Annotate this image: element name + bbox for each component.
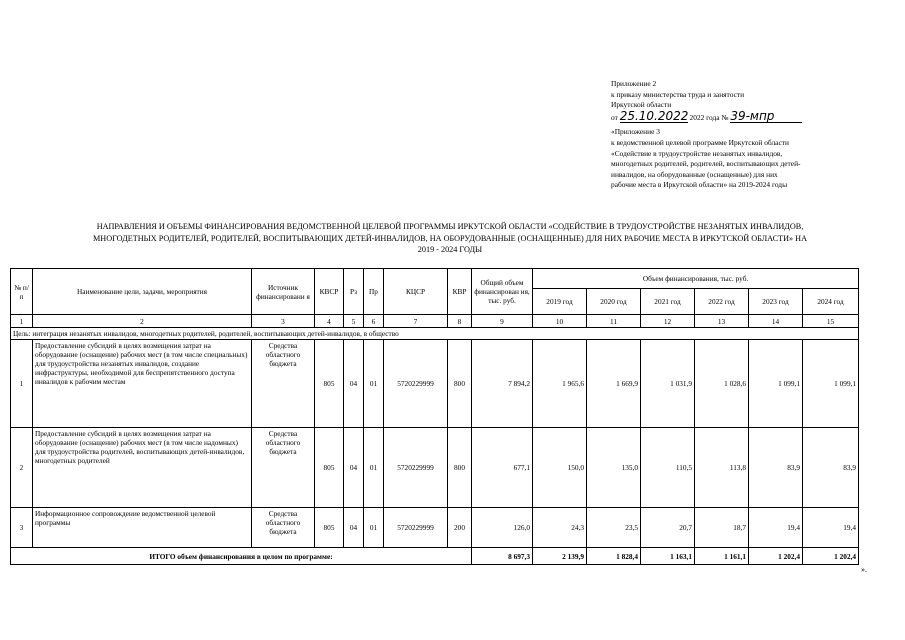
row-2022: 1 028,6 [695,340,749,428]
col-header-2023: 2023 год [749,289,803,315]
title-line3: 2019 - 2024 ГОДЫ [417,245,483,254]
col-number: 7 [384,315,448,328]
row-pr: 01 [364,508,384,548]
row-total: 677,1 [472,428,533,508]
col-number: 13 [695,315,749,328]
row-2023: 19,4 [749,508,803,548]
header-line3: Иркутской области [611,100,672,110]
row-source: Средства областного бюджета [252,340,315,428]
row-name: Информационное сопровождение ведомственной целевой программы [33,508,252,548]
header-date-line [611,108,901,124]
appendix-line4: многодетных родителей, родителей, воспитывающих детей- [611,159,801,169]
col-header-source: Источник финансировани я [252,269,315,315]
col-number: 3 [252,315,315,328]
col-number: 15 [803,315,859,328]
col-number: 6 [364,315,384,328]
appendix-line2: к ведомственной целевой программе Иркутской области [611,137,789,147]
table-row [11,508,859,548]
row-kvr: 800 [448,340,472,428]
row-pr: 01 [364,340,384,428]
row-2019: 150,0 [533,428,587,508]
row-2020: 1 669,9 [587,340,641,428]
row-2023: 1 099,1 [749,340,803,428]
row-2021: 1 031,9 [641,340,695,428]
row-kvsr: 805 [315,340,344,428]
date-mid: 2022 года № [689,112,729,122]
handwritten-number: 39-мпр [730,111,802,123]
row-source: Средства областного бюджета [252,508,315,548]
row-kvsr: 805 [315,508,344,548]
appendix-line3: «Содействие в трудоустройстве незанятых инвалидов, [611,148,783,158]
row-2024: 19,4 [803,508,859,548]
row-rz: 04 [344,340,364,428]
closing-quote-mark: ». [861,565,867,574]
row-num: 1 [11,340,33,428]
col-number: 11 [587,315,641,328]
appendix-line1: «Приложение 3 [611,127,660,137]
row-rz: 04 [344,428,364,508]
col-number: 14 [749,315,803,328]
appendix-line6: рабочие места в Иркутской области» на 2019-2024 годы [611,180,788,190]
row-name: Предоставление субсидий в целях возмещения затрат на оборудование (оснащение) рабочих мест (в том числе надомных) для трудоустройства родителей, воспитывающих детей-инвалидов, многодетных родителей [33,428,252,508]
handwritten-date: 25.10.2022 [619,108,689,123]
col-header-2022: 2022 год [695,289,749,315]
col-header-total: Общий объем финансирован ия, тыс. руб. [472,269,533,315]
row-pr: 01 [364,428,384,508]
row-2021: 20,7 [641,508,695,548]
col-header-pr: Пр [364,269,384,315]
total-row [11,548,859,565]
col-header-kvsr: КВСР [315,269,344,315]
row-2022: 18,7 [695,508,749,548]
total-2024: 1 202,4 [803,548,859,565]
col-header-kcsr: КЦСР [384,269,448,315]
col-header-num: № п/п [11,269,33,315]
row-2021: 110,5 [641,428,695,508]
row-rz: 04 [344,508,364,548]
header-line1: Приложение 2 [611,79,657,88]
title-line2: МНОГОДЕТНЫХ РОДИТЕЛЕЙ, РОДИТЕЛЕЙ, ВОСПИТЫВАЮЩИХ ДЕТЕЙ-ИНВАЛИДОВ, НА ОБОРУДОВАННЫЕ (ОСНАЩЕННЫЕ) ДЛЯ НИХ РАБОЧИЕ МЕСТА В ИРКУТСКОЙ ОБЛАСТИ» НА [93,233,807,243]
column-number-row [11,315,859,328]
col-header-2024: 2024 год [803,289,859,315]
col-header-2020: 2020 год [587,289,641,315]
header-line2: к приказу министерства труда и занятости [611,89,745,99]
row-total: 126,0 [472,508,533,548]
row-2020: 135,0 [587,428,641,508]
col-header-kvr: КВР [448,269,472,315]
date-prefix: от [611,112,618,122]
col-number: 1 [11,315,33,328]
row-2024: 1 099,1 [803,340,859,428]
row-kvsr: 805 [315,428,344,508]
row-kcsr: 5720229999 [384,340,448,428]
row-2019: 24,3 [533,508,587,548]
row-total: 7 894,2 [472,340,533,428]
row-2019: 1 965,6 [533,340,587,428]
total-2021: 1 163,1 [641,548,695,565]
row-2022: 113,8 [695,428,749,508]
col-header-volume: Объем финансирования, тыс. руб. [533,269,859,289]
col-number: 2 [33,315,252,328]
col-number: 9 [472,315,533,328]
row-kvr: 200 [448,508,472,548]
row-2020: 23,5 [587,508,641,548]
goal-row: Цель: интеграция незанятых инвалидов, многодетных родителей, родителей, воспитывающих детей-инвалидов, в общество [11,328,859,340]
row-source: Средства областного бюджета [252,428,315,508]
row-2023: 83,9 [749,428,803,508]
col-number: 4 [315,315,344,328]
row-num: 3 [11,508,33,548]
row-name: Предоставление субсидий в целях возмещения затрат на оборудование (оснащение) рабочих мест (в том числе специальных) для трудоустройства незанятых инвалидов, создание инфраструктуры, необходимой для беспрепятственного доступа инвалидов к рабочим местам [33,340,252,428]
total-2022: 1 161,1 [695,548,749,565]
col-header-2021: 2021 год [641,289,695,315]
total-label: ИТОГО объем финансирования в целом по программе: [11,548,472,565]
appendix-line5: инвалидов, на оборудованные (оснащенные) для них [611,169,778,179]
financing-table [10,268,859,565]
col-number: 12 [641,315,695,328]
row-2024: 83,9 [803,428,859,508]
row-kcsr: 5720229999 [384,428,448,508]
title-line1: НАПРАВЛЕНИЯ И ОБЪЕМЫ ФИНАНСИРОВАНИЯ ВЕДОМСТВЕННОЙ ЦЕЛЕВОЙ ПРОГРАММЫ ИРКУТСКОЙ ОБЛАСТИ «СОДЕЙСТВИЕ В ТРУДОУСТРОЙСТВЕ НЕЗАНЯТЫХ ИНВАЛИДОВ, [96,222,804,231]
col-number: 5 [344,315,364,328]
row-kcsr: 5720229999 [384,508,448,548]
order-header [611,79,901,191]
total-sum: 8 697,3 [472,548,533,565]
table-row [11,340,859,428]
col-header-name: Наименование цели, задачи, мероприятия [33,269,252,315]
document-title [10,221,890,256]
total-2019: 2 139,9 [533,548,587,565]
table-row [11,428,859,508]
col-number: 10 [533,315,587,328]
col-header-2019: 2019 год [533,289,587,315]
row-num: 2 [11,428,33,508]
col-number: 8 [448,315,472,328]
col-header-rz: Рз [344,269,364,315]
total-2023: 1 202,4 [749,548,803,565]
row-kvr: 800 [448,428,472,508]
total-2020: 1 828,4 [587,548,641,565]
